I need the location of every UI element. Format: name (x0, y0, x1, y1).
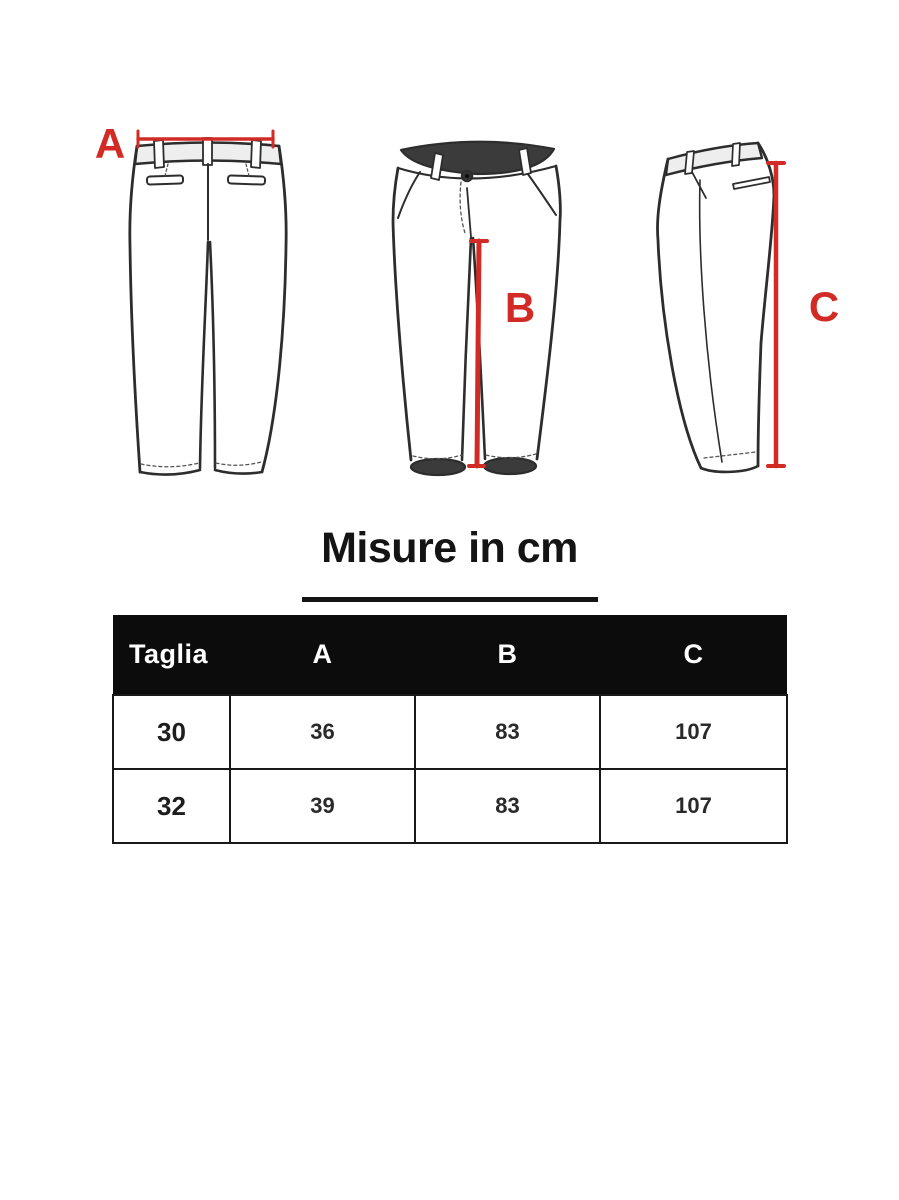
table-header-row (113, 615, 787, 695)
column-header-b: B (415, 615, 600, 695)
table-cell-c: 107 (600, 769, 787, 843)
page-title: Misure in cm (321, 524, 578, 572)
table-cell-size: 30 (113, 695, 230, 769)
table-cell-b: 83 (415, 695, 600, 769)
table-cell-a: 36 (230, 695, 415, 769)
column-header-taglia: Taglia (113, 615, 230, 695)
measure-b-label: B (504, 284, 536, 331)
table-row-size-32 (113, 769, 787, 843)
table-row-size-30 (113, 695, 787, 769)
table-cell-a: 39 (230, 769, 415, 843)
table-cell-b: 83 (415, 769, 600, 843)
pants-back-view-illustration (85, 118, 305, 488)
measure-a-label: A (94, 120, 126, 167)
table-cell-c: 107 (600, 695, 787, 769)
measure-c-label: C (808, 283, 840, 330)
measure-c-line (768, 163, 784, 466)
title-underline (302, 597, 598, 602)
pants-front-view-illustration (380, 130, 600, 480)
column-header-c: C (600, 615, 787, 695)
table-cell-size: 32 (113, 769, 230, 843)
size-chart-table (112, 615, 788, 844)
column-header-a: A (230, 615, 415, 695)
size-chart-section (112, 615, 786, 844)
pants-side-view-illustration (645, 133, 860, 488)
